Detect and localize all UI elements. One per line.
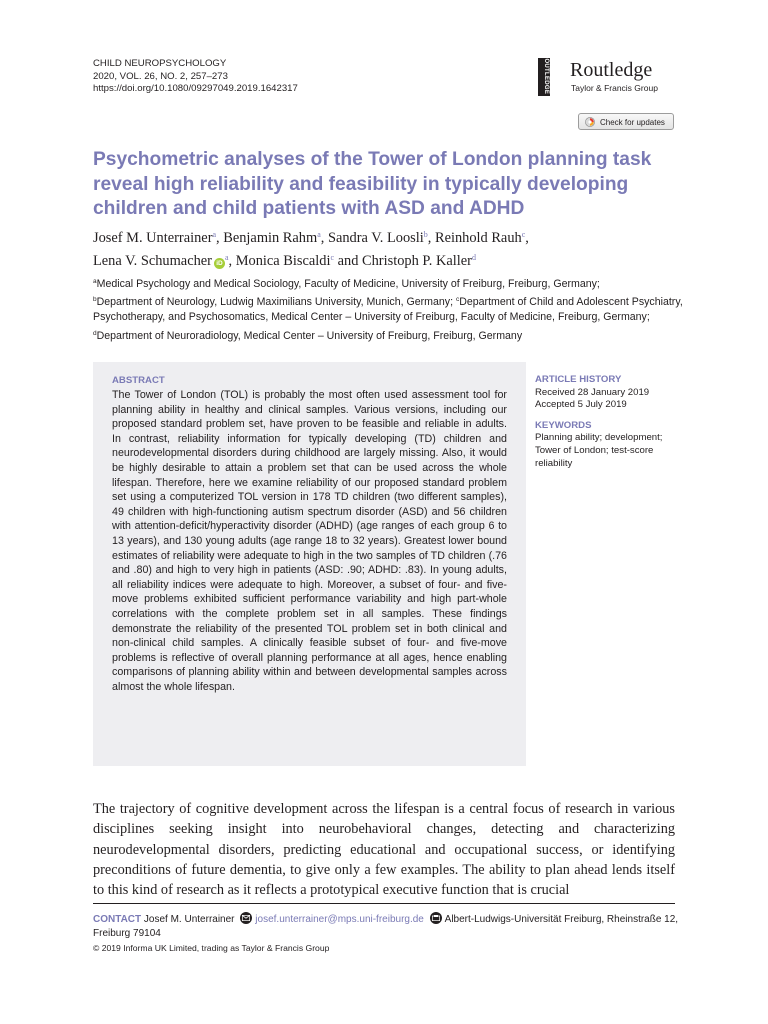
article-history [535,374,685,412]
contact-info [93,912,683,941]
author-separator: , [427,230,435,246]
contact-email-link[interactable]: josef.unterrainer@mps.uni-freiburg.de [255,914,424,925]
footer-divider [93,903,675,904]
affil-sup: d [93,329,97,337]
author-name: Christoph P. Kaller [362,253,472,269]
author-affil-sup: d [471,253,476,262]
email-icon [240,912,252,924]
accepted-date: Accepted 5 July 2019 [535,399,627,411]
keywords-heading: KEYWORDS [535,419,592,431]
affiliation: Medical Psychology and Medical Sociology, Faculty of Medicine, University of Freiburg, Freiburg, Germany; [96,278,600,290]
keywords-text: Planning ability; development; Tower of London; test-score reliability [535,432,663,469]
author-name: Monica Biscaldi [235,253,331,269]
publisher-name: Routledge [570,59,653,81]
article-history-heading: ARTICLE HISTORY [535,374,622,385]
abstract-text: The Tower of London (TOL) is probably the most often used assessment tool for planning ability in healthy and clinical samples. Various versions, including our proposed standard problem set, have proven to be feasible and reliable in adults. In contrast, reliability information for typically developing (TD) children and neurodevelopmental disorders during childhood are largely missing. Also, it would be highly desirable to attain a problem set that can be used across the whole lifespan. Therefore, here we examine reliability of our proposed standard problem set using a computerized TOL version in 178 TD children (two different samples), 49 children with high-functioning autism spectrum disorder (ASD) and 56 children with attention-deficit/hyperactivity disorder (ADHD) (age ranges of each group 6 to 13 years), and 130 young adults (age range 18 to 32 years). Greatest lower bound estimates of reliability were adequate to high in the two samples of TD children (.76 and .80) and high to very high in patients (ASD: .90; ADHD: .83). In young adults, all reliability indices were adequate to high. Moreover, a subset of four- and five-move problems exhibited sufficient performance variability and high part-whole correlations with the complete problem set in all samples. These findings demonstrate the reliability of the presented TOL problem set in both clinical and non-clinical child samples. A clinically feasible subset of four- and five-move problems is reflective of overall planning performance at all ages, hence enabling comparisons of planning ability within and between developmental samples across almost the whole lifespan. [112,389,507,693]
author-separator: , [320,230,328,246]
affil-sup: c [455,296,460,304]
affiliation: Department of Neurology, Ludwig Maximilians University, Munich, Germany; [96,296,456,309]
check-updates-icon [585,117,595,127]
author-name: Reinhold Rauh [434,230,522,246]
author-affil-sup: c [330,253,335,262]
author-affil-sup: a [212,230,217,239]
check-updates-label: Check for updates [600,118,665,127]
author-name: Lena V. Schumacher [93,253,212,269]
publisher-vertical-label: ROUTLEDGE [543,53,550,95]
author-separator: , [525,230,529,246]
contact-label: CONTACT [93,914,142,925]
affil-sup: b [93,296,97,304]
affil-sup: a [93,278,97,285]
author-separator: , [216,230,224,246]
abstract-heading: ABSTRACT [112,375,165,386]
article-sidebar [535,374,685,478]
author-name: Benjamin Rahm [223,230,318,246]
author-affil-sup: a [317,230,321,239]
address-icon [430,912,442,924]
journal-meta [93,58,298,96]
journal-doi-link[interactable]: https://doi.org/10.1080/09297049.2019.1642317 [93,83,298,94]
author-affil-sup: c [521,230,526,239]
affiliations [93,274,683,344]
copyright: © 2019 Informa UK Limited, trading as Taylor & Francis Group [93,943,330,953]
journal-volume: 2020, VOL. 26, NO. 2, 257–273 [93,70,228,82]
affiliation: Department of Neuroradiology, Medical Center – University of Freiburg, Freiburg, Germany [96,329,523,342]
author-separator: , [228,253,236,269]
article-title: Psychometric analyses of the Tower of London planning task reveal high reliability and feasibility in typically developing children and child patients with ASD and ADHD [93,149,652,219]
author-affil-sup: a [224,253,229,262]
check-for-updates-button[interactable] [578,113,674,130]
journal-name: CHILD NEUROPSYCHOLOGY [93,58,227,69]
publisher-group: Taylor & Francis Group [571,83,658,93]
author-name: Sandra V. Loosli [327,230,424,246]
affiliation: Department of Child and Adolescent Psychiatry, Psychotherapy, and Psychosomatics, Medical Center – University of Freiburg, Faculty of Medicine, Freiburg, Germany; [93,296,683,324]
contact-address: Albert-Ludwigs-Universität Freiburg, Rheinstraße 12, Freiburg 79104 [93,914,679,939]
author-affil-sup: b [423,230,428,239]
publisher-logo [538,53,678,98]
author-separator: and [334,253,363,269]
orcid-icon[interactable]: iD [214,258,225,269]
routledge-logo-icon [538,53,550,96]
contact-name: Josef M. Unterrainer [143,914,235,925]
author-name: Josef M. Unterrainer [93,230,213,246]
abstract-box [93,362,526,766]
received-date: Received 28 January 2019 [535,386,650,398]
body-paragraph: The trajectory of cognitive development across the lifespan is a central focus of research in various disciplines seeking insight into neurobehavioral changes, detecting and characterizing neurodevelopmental disorders, predicting educational and occupational success, or identifying preconditions of future dementia, to give only a few examples. The ability to plan ahead lends itself to this kind of research as it reflects a prototypical executive function that is crucial [93,801,675,899]
keywords [535,420,685,470]
author-list [93,225,713,271]
